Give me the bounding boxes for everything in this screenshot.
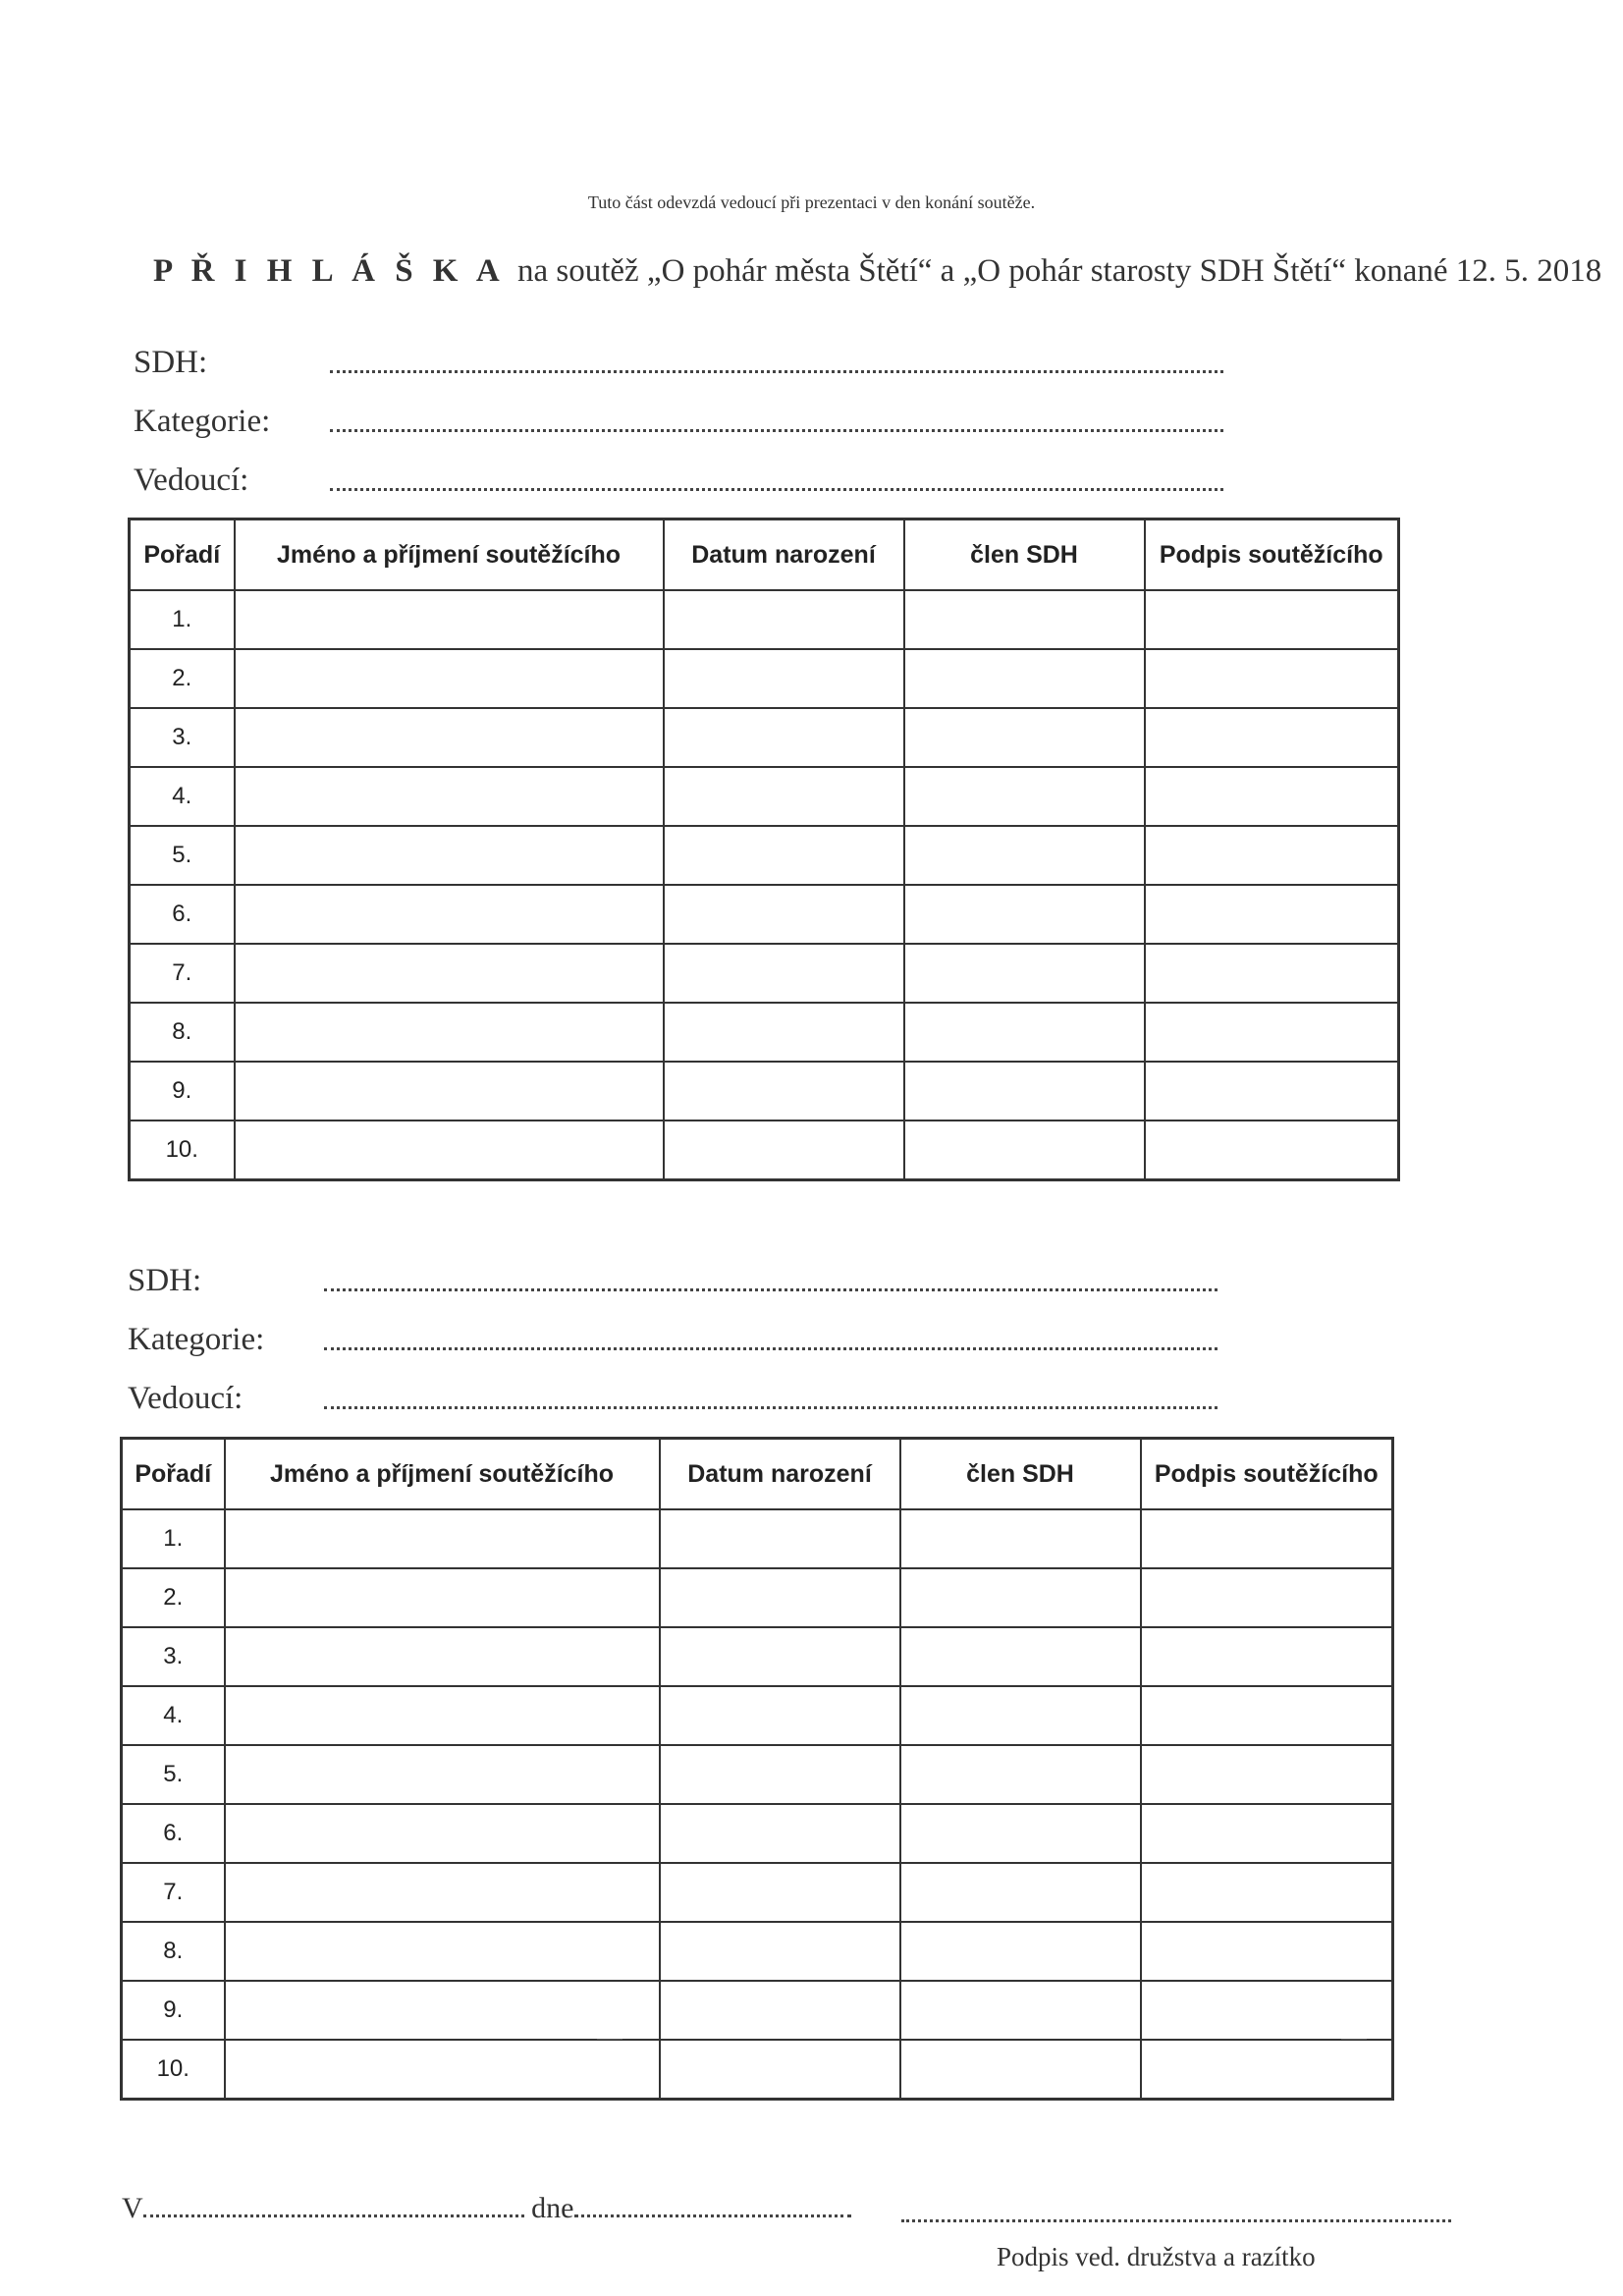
table-row [130, 649, 1399, 708]
birthdate-cell[interactable] [660, 1509, 900, 1568]
stray-mark [597, 2039, 622, 2040]
date-field[interactable] [574, 2214, 851, 2217]
row-number: 6. [122, 1804, 225, 1863]
table-row [122, 1745, 1393, 1804]
member-cell[interactable] [904, 708, 1145, 767]
birthdate-cell[interactable] [660, 1627, 900, 1686]
competitors-table-2 [120, 1437, 1394, 2101]
table-row [122, 1922, 1393, 1981]
member-cell[interactable] [904, 1121, 1145, 1180]
name-cell[interactable] [235, 649, 664, 708]
table-row [130, 1062, 1399, 1121]
signature-line[interactable] [901, 2219, 1451, 2222]
table-row [130, 944, 1399, 1003]
col-birthdate-header: Datum narození [660, 1439, 900, 1510]
name-cell[interactable] [235, 767, 664, 826]
row-number: 8. [130, 1003, 235, 1062]
row-number: 9. [130, 1062, 235, 1121]
sdh-field-1[interactable] [134, 336, 1253, 379]
row-number: 3. [130, 708, 235, 767]
form-heading [153, 253, 1601, 290]
leader-line[interactable] [324, 1406, 1217, 1409]
signature-cell[interactable] [1141, 1922, 1393, 1981]
birthdate-cell[interactable] [664, 708, 904, 767]
col-order-header: Pořadí [130, 519, 235, 591]
place-prefix: V [122, 2192, 143, 2224]
col-birthdate-header: Datum narození [664, 519, 904, 591]
col-order-header: Pořadí [122, 1439, 225, 1510]
name-cell[interactable] [235, 590, 664, 649]
signature-cell[interactable] [1141, 1745, 1393, 1804]
table-row [122, 1627, 1393, 1686]
leader-line[interactable] [330, 488, 1223, 491]
category-label: Kategorie: [128, 1322, 265, 1357]
member-cell[interactable] [900, 1981, 1141, 2040]
name-cell[interactable] [225, 1804, 660, 1863]
col-signature-header: Podpis soutěžícího [1145, 519, 1399, 591]
member-cell[interactable] [904, 590, 1145, 649]
row-number: 3. [122, 1627, 225, 1686]
name-cell[interactable] [225, 2040, 660, 2100]
leader-label: Vedoucí: [134, 463, 249, 498]
row-number: 4. [122, 1686, 225, 1745]
signature-cell[interactable] [1145, 944, 1399, 1003]
birthdate-cell[interactable] [660, 1981, 900, 2040]
sdh-line[interactable] [324, 1288, 1217, 1291]
table-header-row [122, 1439, 1393, 1510]
name-cell[interactable] [235, 885, 664, 944]
signature-cell[interactable] [1141, 1568, 1393, 1627]
table-row [130, 885, 1399, 944]
table-row [130, 767, 1399, 826]
birthdate-cell[interactable] [664, 944, 904, 1003]
row-number: 7. [122, 1863, 225, 1922]
birthdate-cell[interactable] [660, 1568, 900, 1627]
signature-caption: Podpis ved. družstva a razítko [997, 2242, 1316, 2271]
name-cell[interactable] [235, 1121, 664, 1180]
table-row [130, 708, 1399, 767]
birthdate-cell[interactable] [660, 1745, 900, 1804]
birthdate-cell[interactable] [660, 1922, 900, 1981]
signature-cell[interactable] [1145, 1062, 1399, 1121]
table-row [130, 1121, 1399, 1180]
name-cell[interactable] [225, 1922, 660, 1981]
birthdate-cell[interactable] [660, 2040, 900, 2100]
signature-cell[interactable] [1145, 767, 1399, 826]
member-cell[interactable] [900, 1745, 1141, 1804]
birthdate-cell[interactable] [664, 649, 904, 708]
name-cell[interactable] [235, 1062, 664, 1121]
signature-cell[interactable] [1145, 1121, 1399, 1180]
birthdate-cell[interactable] [664, 1003, 904, 1062]
member-cell[interactable] [904, 649, 1145, 708]
table-row [122, 1863, 1393, 1922]
row-number: 2. [130, 649, 235, 708]
member-cell[interactable] [900, 1922, 1141, 1981]
sdh-label: SDH: [134, 345, 208, 380]
table-row [130, 826, 1399, 885]
table-row [122, 1568, 1393, 1627]
member-cell[interactable] [904, 1062, 1145, 1121]
name-cell[interactable] [225, 1568, 660, 1627]
birthdate-cell[interactable] [660, 1686, 900, 1745]
table-row [130, 590, 1399, 649]
row-number: 9. [122, 1981, 225, 2040]
signature-cell[interactable] [1145, 885, 1399, 944]
member-cell[interactable] [904, 1003, 1145, 1062]
category-field-2[interactable] [128, 1313, 1247, 1356]
row-number: 1. [130, 590, 235, 649]
instruction-note: Tuto část odevzdá vedoucí při prezentaci v den konání soutěže. [587, 192, 1036, 212]
birthdate-cell[interactable] [664, 885, 904, 944]
leader-label: Vedoucí: [128, 1381, 243, 1416]
row-number: 10. [122, 2040, 225, 2100]
row-number: 1. [122, 1509, 225, 1568]
category-label: Kategorie: [134, 404, 271, 439]
row-number: 5. [130, 826, 235, 885]
signature-cell[interactable] [1141, 1804, 1393, 1863]
sdh-label: SDH: [128, 1263, 202, 1298]
category-line[interactable] [324, 1347, 1217, 1350]
table-header-row [130, 519, 1399, 591]
sdh-field-2[interactable] [128, 1254, 1247, 1297]
row-number: 6. [130, 885, 235, 944]
member-cell[interactable] [900, 1863, 1141, 1922]
birthdate-cell[interactable] [664, 826, 904, 885]
col-signature-header: Podpis soutěžícího [1141, 1439, 1393, 1510]
sdh-line[interactable] [330, 370, 1223, 373]
name-cell[interactable] [225, 1627, 660, 1686]
signature-cell[interactable] [1141, 1509, 1393, 1568]
member-cell[interactable] [900, 1686, 1141, 1745]
signature-cell[interactable] [1141, 2040, 1393, 2100]
birthdate-cell[interactable] [664, 1062, 904, 1121]
signature-cell[interactable] [1141, 1981, 1393, 2040]
signature-cell[interactable] [1145, 826, 1399, 885]
member-cell[interactable] [904, 767, 1145, 826]
leader-field-1[interactable] [134, 454, 1253, 497]
stray-mark [1341, 2039, 1367, 2040]
col-name-header: Jméno a příjmení soutěžícího [235, 519, 664, 591]
member-cell[interactable] [900, 1568, 1141, 1627]
category-field-1[interactable] [134, 395, 1253, 438]
row-number: 5. [122, 1745, 225, 1804]
name-cell[interactable] [235, 708, 664, 767]
place-date-line [122, 2192, 851, 2225]
name-cell[interactable] [235, 944, 664, 1003]
birthdate-cell[interactable] [660, 1804, 900, 1863]
category-line[interactable] [330, 429, 1223, 432]
signature-cell[interactable] [1141, 1863, 1393, 1922]
col-member-header: člen SDH [904, 519, 1145, 591]
member-cell[interactable] [904, 944, 1145, 1003]
table-row [122, 1509, 1393, 1568]
table-row [122, 1686, 1393, 1745]
name-cell[interactable] [225, 1745, 660, 1804]
name-cell[interactable] [235, 1003, 664, 1062]
table-row [122, 1981, 1393, 2040]
table-row [130, 1003, 1399, 1062]
row-number: 7. [130, 944, 235, 1003]
table-row [122, 2040, 1393, 2100]
member-cell[interactable] [900, 2040, 1141, 2100]
leader-field-2[interactable] [128, 1372, 1247, 1415]
birthdate-cell[interactable] [664, 1121, 904, 1180]
name-cell[interactable] [225, 1981, 660, 2040]
signature-cell[interactable] [1141, 1627, 1393, 1686]
row-number: 10. [130, 1121, 235, 1180]
row-number: 4. [130, 767, 235, 826]
row-number: 2. [122, 1568, 225, 1627]
table-row [122, 1804, 1393, 1863]
form-subtitle: na soutěž „O pohár města Štětí“ a „O pohár starosty SDH Štětí“ konané 12. 5. 2018 [516, 253, 1602, 289]
name-cell[interactable] [235, 826, 664, 885]
signature-cell[interactable] [1145, 1003, 1399, 1062]
name-cell[interactable] [225, 1509, 660, 1568]
date-prefix: dne [531, 2192, 574, 2224]
form-title: P Ř I H L Á Š K A [153, 253, 506, 289]
signature-cell[interactable] [1141, 1686, 1393, 1745]
name-cell[interactable] [225, 1863, 660, 1922]
member-cell[interactable] [904, 826, 1145, 885]
signature-cell[interactable] [1145, 590, 1399, 649]
birthdate-cell[interactable] [664, 590, 904, 649]
birthdate-cell[interactable] [660, 1863, 900, 1922]
member-cell[interactable] [904, 885, 1145, 944]
name-cell[interactable] [225, 1686, 660, 1745]
member-cell[interactable] [900, 1804, 1141, 1863]
row-number: 8. [122, 1922, 225, 1981]
signature-cell[interactable] [1145, 708, 1399, 767]
birthdate-cell[interactable] [664, 767, 904, 826]
member-cell[interactable] [900, 1627, 1141, 1686]
member-cell[interactable] [900, 1509, 1141, 1568]
col-member-header: člen SDH [900, 1439, 1141, 1510]
signature-cell[interactable] [1145, 649, 1399, 708]
col-name-header: Jméno a příjmení soutěžícího [225, 1439, 660, 1510]
competitors-table-1 [128, 518, 1400, 1181]
place-field[interactable] [143, 2214, 524, 2217]
